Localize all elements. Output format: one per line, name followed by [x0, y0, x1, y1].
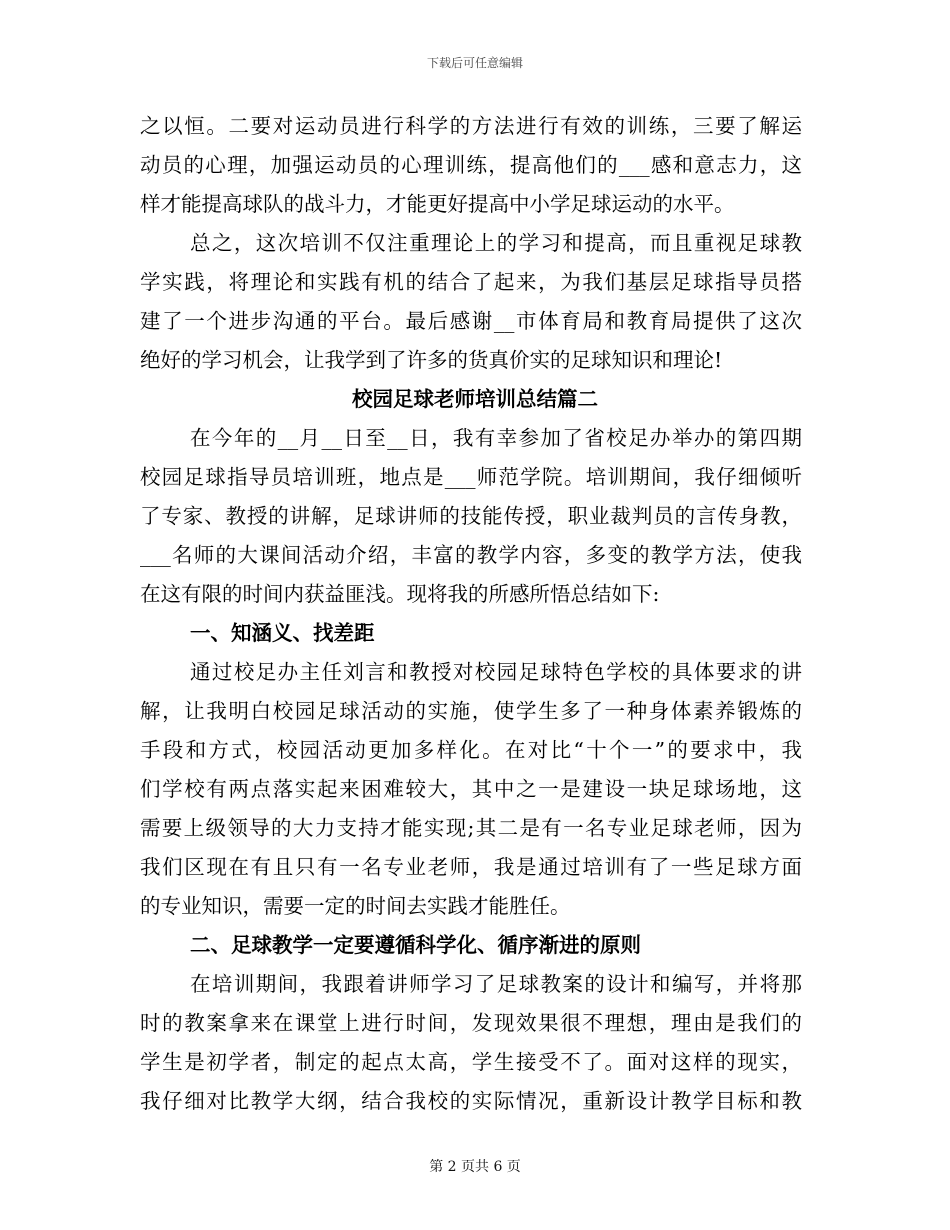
text-line: 们学校有两点落实起来困难较大，其中之一是建设一块足球场地，这 — [140, 777, 802, 801]
text-line: 在今年的__月__日至__日，我有幸参加了省校足办举办的第四期 — [190, 426, 802, 450]
text-line: 需要上级领导的大力支持才能实现;其二是有一名专业足球老师，因为 — [140, 816, 802, 840]
text-line: 解，让我明白校园足球活动的实施，使学生多了一种身体素养锻炼的 — [140, 699, 802, 723]
text-line: 手段和方式，校园活动更加多样化。在对比“十个一”的要求中，我 — [140, 738, 802, 762]
text-line: 动员的心理，加强运动员的心理训练，提高他们的___感和意志力，这 — [140, 153, 802, 177]
text-line: 之以恒。二要对运动员进行科学的方法进行有效的训练，三要了解运 — [140, 114, 802, 138]
section-title: 校园足球老师培训总结篇二 — [352, 387, 598, 411]
subheading: 一、知涵义、找差距 — [190, 621, 375, 645]
page-footer: 第 2 页共 6 页 — [429, 1159, 521, 1175]
text-line: 通过校足办主任刘言和教授对校园足球特色学校的具体要求的讲 — [190, 660, 802, 684]
page-header: 下载后可任意编辑 — [426, 56, 523, 70]
text-line: 我们区现在有且只有一名专业老师，我是通过培训有了一些足球方面 — [140, 855, 802, 879]
text-line: 总之，这次培训不仅注重理论上的学习和提高，而且重视足球教 — [190, 231, 802, 255]
text-line: 学生是初学者，制定的起点太高，学生接受不了。面对这样的现实， — [140, 1050, 802, 1074]
text-line: 我仔细对比教学大纲，结合我校的实际情况，重新设计教学目标和教 — [140, 1089, 802, 1113]
text-line: 样才能提高球队的战斗力，才能更好提高中小学足球运动的水平。 — [140, 192, 735, 216]
text-line: 校园足球指导员培训班，地点是___师范学院。培训期间，我仔细倾听 — [140, 465, 802, 489]
text-line: 学实践，将理论和实践有机的结合了起来，为我们基层足球指导员搭 — [140, 270, 802, 294]
text-line: 在培训期间，我跟着讲师学习了足球教案的设计和编写，并将那 — [190, 972, 802, 996]
text-line: ___名师的大课间活动介绍，丰富的教学内容，多变的教学方法，使我 — [140, 543, 802, 567]
text-line: 时的教案拿来在课堂上进行时间，发现效果很不理想，理由是我们的 — [140, 1011, 802, 1035]
text-line: 绝好的学习机会，让我学到了许多的货真价实的足球知识和理论! — [140, 348, 723, 372]
text-line: 了专家、教授的讲解，足球讲师的技能传授，职业裁判员的言传身教， — [140, 504, 802, 528]
text-line: 的专业知识，需要一定的时间去实践才能胜任。 — [140, 894, 571, 918]
text-line: 建了一个进步沟通的平台。最后感谢__市体育局和教育局提供了这次 — [140, 309, 802, 333]
subheading: 二、足球教学一定要遵循科学化、循序渐进的原则 — [190, 933, 641, 957]
text-line: 在这有限的时间内获益匪浅。现将我的所感所悟总结如下: — [140, 582, 660, 606]
